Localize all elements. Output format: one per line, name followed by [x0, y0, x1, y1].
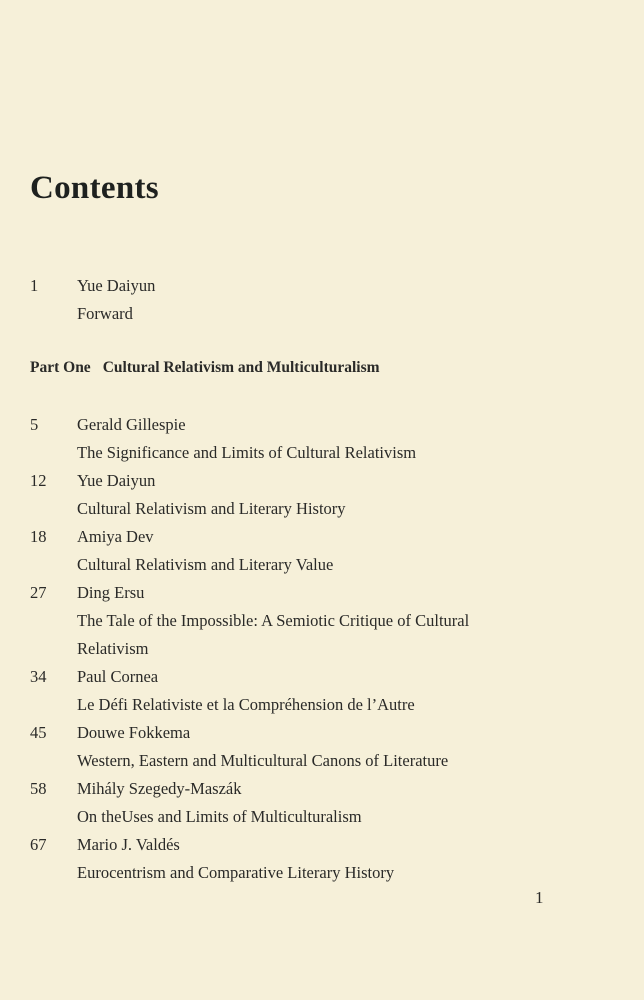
entry-page-number: 12: [30, 471, 47, 490]
entry-page-number: 34: [30, 667, 47, 686]
entry-title: On theUses and Limits of Multiculturalism: [77, 807, 362, 826]
part-heading: [30, 359, 380, 377]
page-title: Contents: [30, 170, 159, 206]
page-number: 1: [535, 888, 544, 907]
entry-title-continued: Relativism: [77, 639, 149, 658]
entry-title: The Significance and Limits of Cultural Relativism: [77, 443, 417, 462]
part-title: Cultural Relativism and Multiculturalism: [102, 359, 380, 376]
entry-title: Eurocentrism and Comparative Literary History: [77, 863, 395, 882]
entry-title: Cultural Relativism and Literary Value: [77, 555, 334, 574]
entry-title: Forward: [77, 304, 133, 323]
entry-title: The Tale of the Impossible: A Semiotic Critique of Cultural: [77, 611, 470, 630]
entry-author: Amiya Dev: [77, 527, 154, 546]
entry-author: Ding Ersu: [77, 583, 145, 602]
entry-title: Cultural Relativism and Literary History: [77, 499, 346, 518]
entry-author: Mario J. Valdés: [77, 835, 180, 854]
entry-author: Gerald Gillespie: [77, 415, 186, 434]
entry-author: Paul Cornea: [77, 667, 159, 686]
entry-page-number: 5: [30, 415, 39, 434]
entry-page-number: 58: [30, 779, 47, 798]
part-label: Part One: [30, 359, 91, 376]
entry-author: Yue Daiyun: [77, 471, 156, 490]
entry-page-number: 27: [30, 583, 47, 602]
entry-page-number: 67: [30, 835, 47, 854]
entry-author: Yue Daiyun: [77, 276, 156, 295]
entry-page-number: 1: [30, 276, 39, 295]
entry-author: Douwe Fokkema: [77, 723, 191, 742]
entry-author: Mihály Szegedy-Maszák: [77, 779, 242, 798]
entry-page-number: 45: [30, 723, 47, 742]
entry-title: Le Défi Relativiste et la Compréhension de l’Autre: [77, 695, 415, 714]
entry-page-number: 18: [30, 527, 47, 546]
entry-title: Western, Eastern and Multicultural Canons of Literature: [77, 751, 449, 770]
